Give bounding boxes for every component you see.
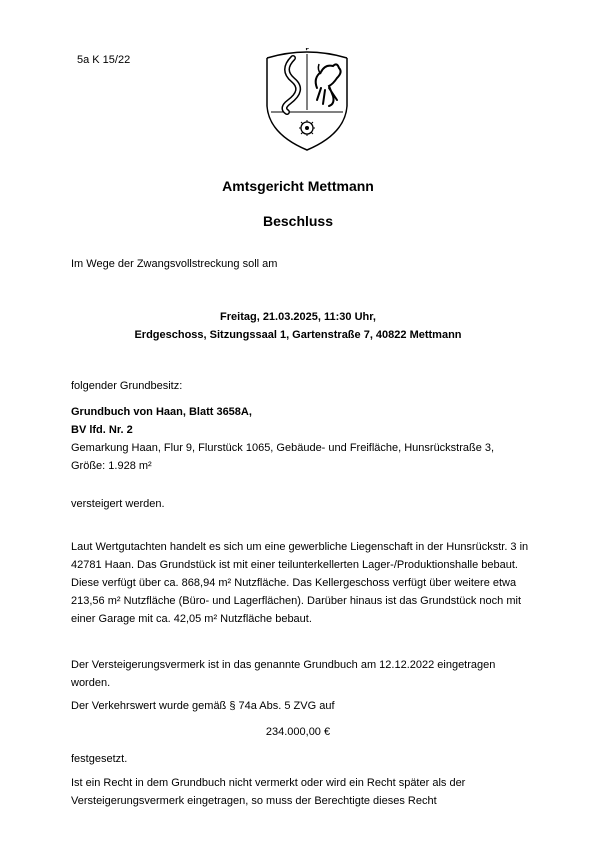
- nrw-coat-of-arms-icon: [259, 48, 355, 152]
- bv-number: BV lfd. Nr. 2: [71, 424, 133, 436]
- intro-text: Im Wege der Zwangsvollstreckung soll am: [71, 258, 278, 270]
- market-value: 234.000,00 €: [265, 726, 331, 738]
- register-note: Der Versteigerungsvermerk ist in das genannte Grundbuch am 12.12.2022 eingetragen worden.: [71, 659, 496, 689]
- appointment-date: Freitag, 21.03.2025, 11:30 Uhr,: [220, 311, 376, 323]
- valuation-text: Laut Wertgutachten handelt es sich um eine gewerbliche Liegenschaft in der Hunsrückstr. 3 in 42781 Haan. Das Grundstück ist mit einer teilunterkellerten Lager-/Produktionshalle bebaut. Diese verfügt über ca. 868,94 m² Nutzfläche. Das Kellergeschoss verfügt über weitere etwa 213,56 m² Nutzfläche (Büro- und Lagerflächen). Darüber hinaus ist das Grundstück noch mit einer Garage mit ca. 42,05 m² Nutzfläche bebaut.: [71, 541, 529, 625]
- appointment-location: Erdgeschoss, Sitzungssaal 1, Gartenstraße 7, 40822 Mettmann: [134, 329, 462, 341]
- land-register: Grundbuch von Haan, Blatt 3658A,: [71, 406, 252, 418]
- court-name: Amtsgericht Mettmann: [222, 178, 374, 194]
- market-value-closing: festgesetzt.: [71, 753, 128, 765]
- rights-note: Ist ein Recht in dem Grundbuch nicht vermerkt oder wird ein Recht später als der Versteigerungsvermerk eingetragen, so muss der Berechtigte dieses Recht: [71, 777, 466, 807]
- property-description: Gemarkung Haan, Flur 9, Flurstück 1065, Gebäude- und Freifläche, Hunsrückstraße 3, Größe: 1.928 m²: [71, 442, 495, 472]
- file-reference: 5a K 15/22: [77, 54, 131, 66]
- auction-closing: versteigert werden.: [71, 498, 165, 510]
- property-intro: folgender Grundbesitz:: [71, 380, 183, 392]
- document-title: Beschluss: [262, 213, 334, 229]
- coat-of-arms-seal: [259, 48, 355, 152]
- market-value-intro: Der Verkehrswert wurde gemäß § 74a Abs. 5 ZVG auf: [71, 700, 335, 712]
